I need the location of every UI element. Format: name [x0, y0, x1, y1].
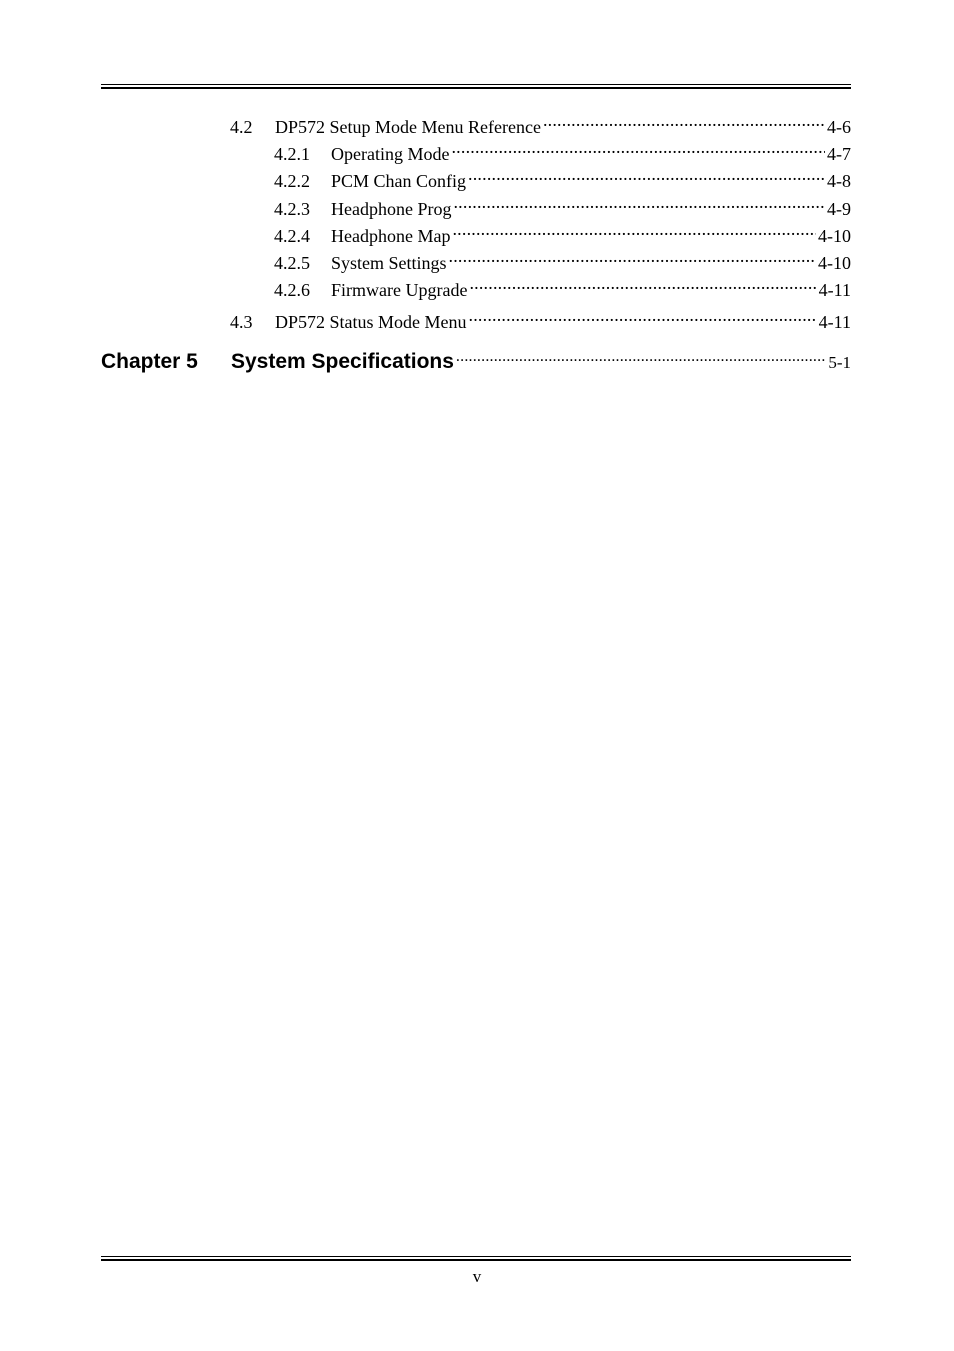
header-rule-bottom — [101, 87, 851, 89]
toc-entry-title: System Settings — [331, 253, 447, 273]
toc-entry-page: 4-10 — [818, 226, 851, 246]
toc-entry-page: 4-9 — [827, 199, 851, 219]
toc-entry-4-2-4[interactable] — [274, 220, 851, 247]
dot-leader — [452, 220, 816, 242]
toc-entry-page: 4-11 — [818, 312, 851, 332]
dot-leader — [451, 138, 825, 160]
chapter-number: Chapter 5 — [101, 350, 198, 373]
toc-entry-number: 4.2 — [230, 117, 253, 137]
toc-entry-number: 4.2.2 — [274, 171, 310, 191]
page-number: v — [472, 1267, 482, 1286]
chapter-title: System Specifications — [231, 350, 454, 373]
toc-entry-4-3[interactable] — [230, 306, 851, 333]
dot-leader — [468, 165, 825, 187]
toc-entry-page: 4-11 — [818, 280, 851, 300]
toc-entry-number: 4.2.6 — [274, 280, 310, 300]
toc-entry-4-2-3[interactable] — [274, 193, 851, 220]
footer-rule-bottom — [101, 1259, 851, 1261]
toc-entry-4-2-2[interactable] — [274, 165, 851, 192]
chapter-page: 5-1 — [828, 353, 851, 372]
toc-entry-4-2[interactable] — [230, 111, 851, 138]
toc-entry-page: 4-8 — [827, 171, 851, 191]
toc-entry-page: 4-6 — [827, 117, 851, 137]
toc-entry-title: DP572 Setup Mode Menu Reference — [275, 117, 541, 137]
toc-entry-title: Operating Mode — [331, 144, 450, 164]
toc-chapter-5[interactable] — [101, 346, 851, 376]
toc-entry-4-2-5[interactable] — [274, 247, 851, 274]
toc-entry-title: Firmware Upgrade — [331, 280, 468, 300]
toc-entry-title: Headphone Prog — [331, 199, 452, 219]
dot-leader — [453, 193, 825, 215]
toc-entry-number: 4.2.3 — [274, 199, 310, 219]
toc-entry-4-2-6[interactable] — [274, 274, 851, 301]
toc-entry-number: 4.2.5 — [274, 253, 310, 273]
dot-leader — [469, 306, 817, 328]
dot-leader — [449, 247, 816, 269]
dot-leader — [543, 111, 825, 133]
toc-entry-number: 4.2.1 — [274, 144, 310, 164]
toc-entry-title: DP572 Status Mode Menu — [275, 312, 467, 332]
footer-rule-top — [101, 1256, 851, 1257]
toc-entry-number: 4.2.4 — [274, 226, 310, 246]
toc-entry-page: 4-10 — [818, 253, 851, 273]
dot-leader — [469, 274, 816, 296]
dot-leader — [456, 346, 826, 368]
toc-entry-number: 4.3 — [230, 312, 253, 332]
toc-entry-4-2-1[interactable] — [274, 138, 851, 165]
toc-entry-title: Headphone Map — [331, 226, 451, 246]
header-rule-top — [101, 84, 851, 85]
toc-entry-page: 4-7 — [827, 144, 851, 164]
toc-entry-title: PCM Chan Config — [331, 171, 467, 191]
